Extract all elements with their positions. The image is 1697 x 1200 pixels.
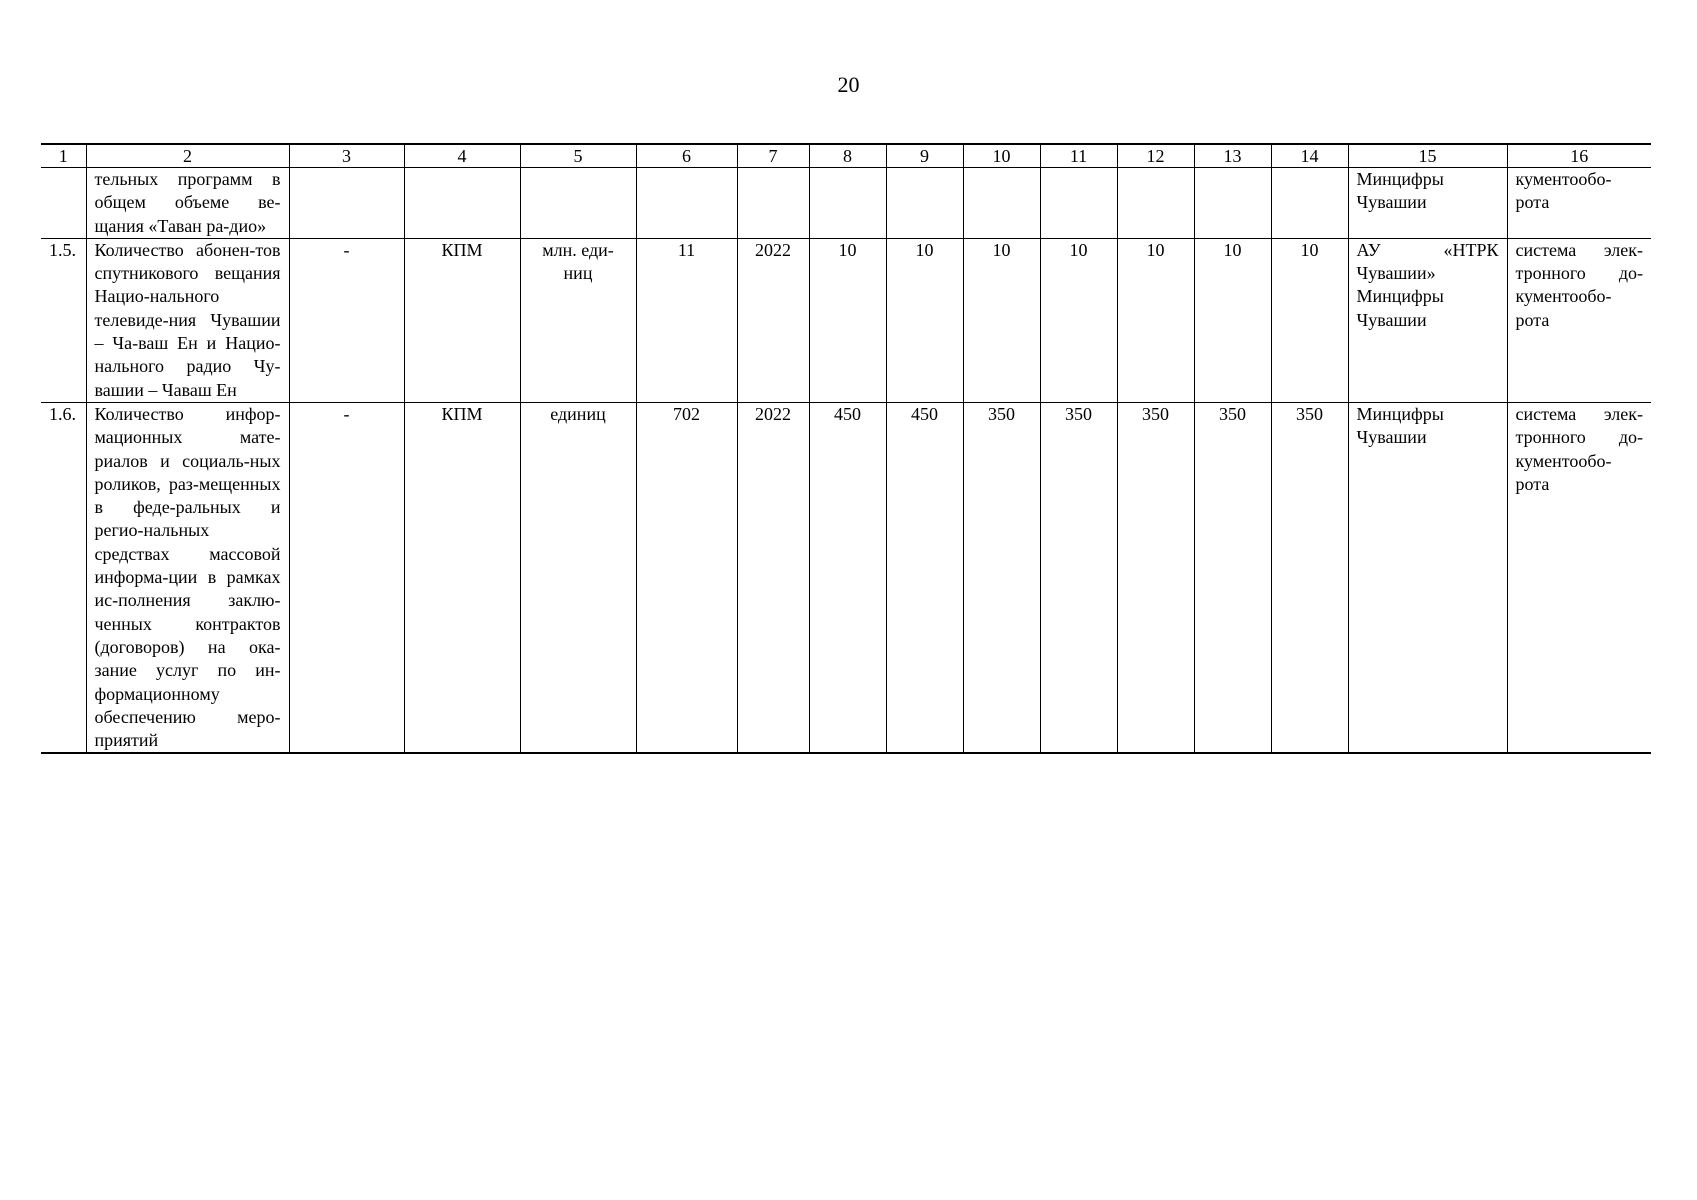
cell (963, 168, 1040, 239)
column-header: 12 (1117, 144, 1194, 168)
cell (404, 168, 520, 239)
cell: 10 (963, 238, 1040, 402)
cell (1194, 168, 1271, 239)
cell: 450 (886, 402, 963, 753)
indicators-table (41, 143, 1651, 754)
column-header: 14 (1271, 144, 1348, 168)
column-header: 16 (1507, 144, 1651, 168)
cell: 350 (1117, 402, 1194, 753)
cell: 10 (1271, 238, 1348, 402)
cell: единиц (520, 402, 636, 753)
cell: - (289, 402, 404, 753)
cell (289, 168, 404, 239)
cell: 350 (963, 402, 1040, 753)
cell: - (289, 238, 404, 402)
column-header: 4 (404, 144, 520, 168)
row-number (41, 168, 86, 239)
data-source: система элек-тронного до-кументообо-рота (1507, 402, 1651, 753)
responsible-org: Минцифры Чувашии (1348, 402, 1507, 753)
column-header: 8 (809, 144, 886, 168)
cell: 350 (1194, 402, 1271, 753)
cell (1117, 168, 1194, 239)
table-row (41, 402, 1651, 753)
cell: млн. еди-ниц (520, 238, 636, 402)
cell: КПМ (404, 402, 520, 753)
indicator-name: тельных программ в общем объеме ве-щания «Таван ра-дио» (86, 168, 289, 239)
cell: 10 (809, 238, 886, 402)
table-row (41, 238, 1651, 402)
responsible-org: Минцифры Чувашии (1348, 168, 1507, 239)
column-header: 5 (520, 144, 636, 168)
cell: 2022 (737, 238, 809, 402)
cell (636, 168, 737, 239)
column-header: 11 (1040, 144, 1117, 168)
column-header: 6 (636, 144, 737, 168)
cell: 11 (636, 238, 737, 402)
cell: 10 (1194, 238, 1271, 402)
cell (1271, 168, 1348, 239)
cell (886, 168, 963, 239)
column-header: 1 (41, 144, 86, 168)
indicator-name: Количество инфор-мационных мате-риалов и социаль-ных роликов, раз-мещенных в феде-ральных и регио-нальных средствах массовой информа-ции в рамках ис-полнения заклю-ченных контрактов (договоров) на ока-зание услуг по ин-формационному обеспечению меро-приятий (86, 402, 289, 753)
cell: КПМ (404, 238, 520, 402)
cell: 450 (809, 402, 886, 753)
cell (737, 168, 809, 239)
column-header: 10 (963, 144, 1040, 168)
row-number: 1.5. (41, 238, 86, 402)
column-header: 9 (886, 144, 963, 168)
indicator-name: Количество абонен-тов спутникового вещания Нацио-нального телевиде-ния Чувашии – Ча-ваш Ен и Нацио-нального радио Чу-вашии – Чаваш Ен (86, 238, 289, 402)
data-source: система элек-тронного до-кументообо-рота (1507, 238, 1651, 402)
cell: 10 (886, 238, 963, 402)
table-row (41, 168, 1651, 239)
cell: 2022 (737, 402, 809, 753)
cell: 702 (636, 402, 737, 753)
column-header: 2 (86, 144, 289, 168)
row-number: 1.6. (41, 402, 86, 753)
cell (809, 168, 886, 239)
cell (1040, 168, 1117, 239)
cell: 350 (1271, 402, 1348, 753)
column-header: 15 (1348, 144, 1507, 168)
data-source: кументообо-рота (1507, 168, 1651, 239)
cell (520, 168, 636, 239)
page-number: 20 (837, 72, 860, 97)
cell: 10 (1117, 238, 1194, 402)
column-header: 13 (1194, 144, 1271, 168)
cell: 10 (1040, 238, 1117, 402)
column-header: 7 (737, 144, 809, 168)
column-header: 3 (289, 144, 404, 168)
column-number-header-row (41, 144, 1651, 168)
responsible-org: АУ «НТРК Чувашии» Минцифры Чувашии (1348, 238, 1507, 402)
cell: 350 (1040, 402, 1117, 753)
